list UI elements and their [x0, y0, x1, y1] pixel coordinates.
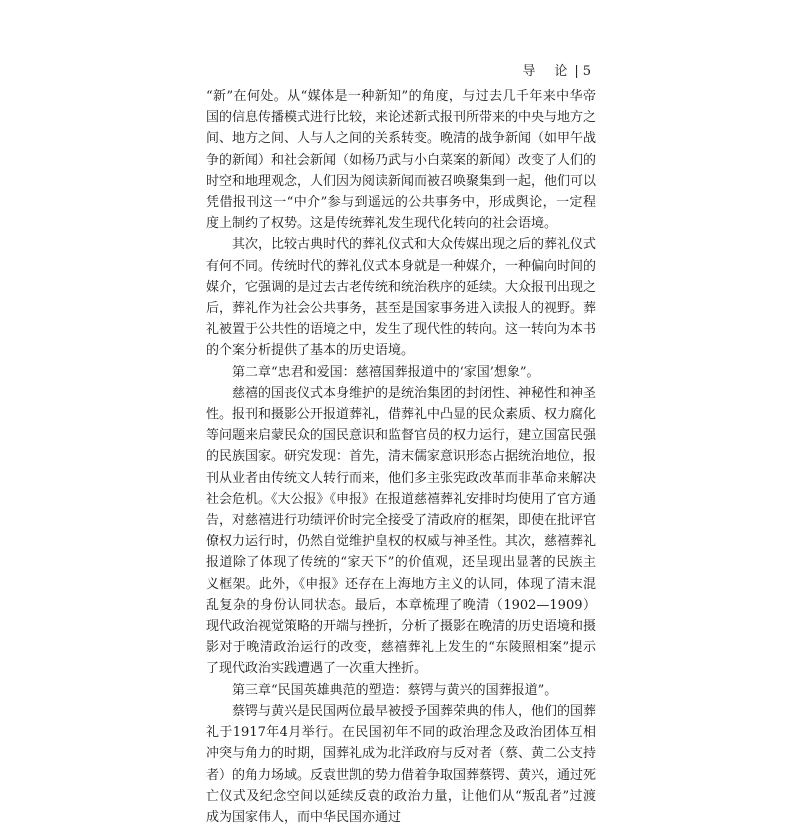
paragraph: “新”在何处。从“媒体是一种新知”的角度，与过去几千年来中华帝国的信息传播模式进行比较，来论述新式报刊所带来的中央与地方之间、地方之间、人与人之间的关系转变。晚清的战争新闻（如甲午战争的新闻）和社会新闻（如杨乃武与小白菜案的新闻）改变了人们的时空和地理观念，人们因为阅读新闻而被召唤聚集到一起，他们可以凭借报刊这一“中介”参与到遥远的公共事务中，形成舆论，一定程度上制约了权势。这是传统葬礼发生现代化转向的社会语境。	[206, 89, 597, 232]
page-number: 5	[582, 64, 594, 79]
paragraph: 其次，比较古典时代的葬礼仪式和大众传媒出现之后的葬礼仪式有何不同。传统时代的葬礼仪式本身就是一种媒介，一种偏向时间的媒介，它强调的是过去古老传统和统治秩序的延续。大众报刊出现之后，葬礼作为社会公共事务，甚至是国家事务进入读报人的视野。葬礼被置于公共性的语境之中，发生了现代性的转向。这一转向为本书的个案分析提供了基本的历史语境。	[206, 237, 597, 359]
running-header	[522, 60, 594, 79]
chapter-heading: 第二章“忠君和爱国：慈禧国葬报道中的‘家国’想象”。	[232, 364, 540, 380]
body-text	[206, 86, 596, 828]
chapter-heading: 第三章“民国英雄典范的塑造：蔡锷与黄兴的国葬报道”。	[232, 682, 558, 698]
paragraph: 蔡锷与黄兴是民国两位最早被授予国葬荣典的伟人，他们的国葬礼于1917年4月举行。在民国初年不同的政治理念及政治团体互相冲突与角力的时期，国葬礼成为北洋政府与反对者（蔡、黄二公支持者）的角力场域。反袁世凯的势力借着争取国葬蔡锷、黄兴，通过死亡仪式及纪念空间以延续反袁的政治力量，让他们从“叛乱者”过渡成为国家伟人，而中华民国亦通过	[206, 703, 597, 825]
header-separator: |	[574, 64, 579, 79]
paragraph: 慈禧的国丧仪式本身维护的是统治集团的封闭性、神秘性和神圣性。报刊和摄影公开报道葬礼，借葬礼中凸显的民众素质、权力腐化等问题来启蒙民众的国民意识和监督官员的权力运行，建立国富民强的民族国家。研究发现：首先，清末儒家意识形态占据统治地位，报刊从业者由传统文人转行而来，他们多主张宪政改革而非革命来解决社会危机。《大公报》《申报》在报道慈禧葬礼安排时均使用了官方通告，对慈禧进行功绩评价时完全接受了清政府的框架，即使在批评官僚权力运行时，仍然自觉维护皇权的权威与神圣性。其次，慈禧葬礼报道除了体现了传统的“家天下”的价值观，还呈现出显著的民族主义框架。此外，《申报》还存在上海地方主义的认同，体现了清末混乱复杂的身份认同状态。最后，本章梳理了晚清（1902—1909）现代政治视觉策略的开端与挫折，分析了摄影在晚清的历史语境和摄影对于晚清政治运行的改变，慈禧葬礼上发生的“东陵照相案”提示了现代政治实践遭遇了一次重大挫折。	[206, 385, 597, 677]
chapter-title: 导 论	[522, 64, 571, 79]
